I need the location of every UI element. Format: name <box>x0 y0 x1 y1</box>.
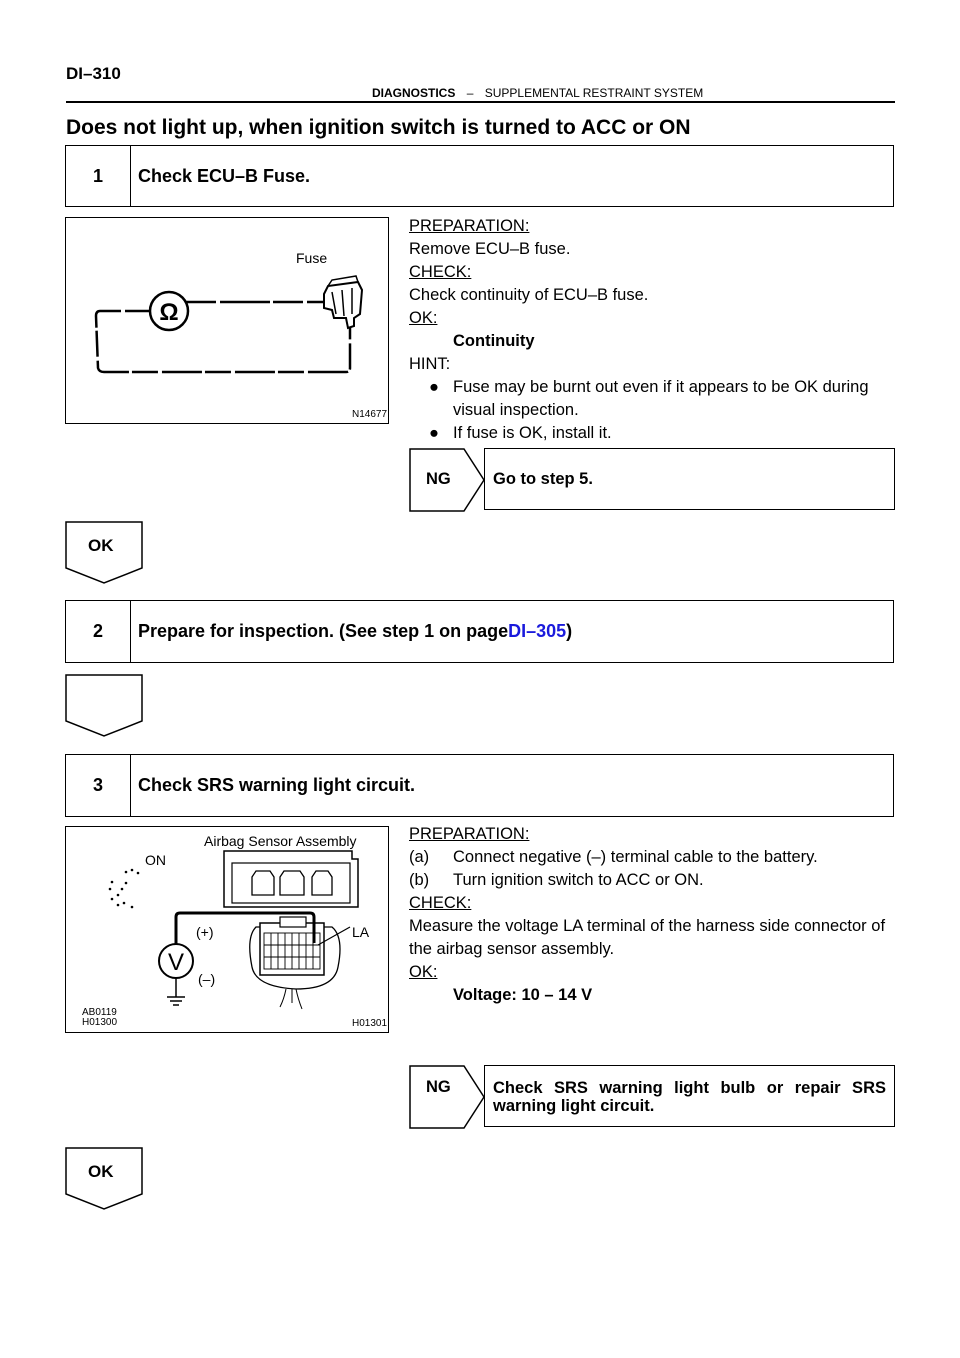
step-3-instructions <box>409 823 896 1007</box>
step-1-number: 1 <box>66 146 131 206</box>
fuse-figure <box>65 217 389 424</box>
ignition-switch-icon <box>109 869 140 909</box>
check-text: Measure the voltage LA terminal of the harness side connector of the airbag sensor assembly. <box>409 917 886 958</box>
preparation-label: PREPARATION: <box>409 217 530 235</box>
airbag-sensor-assembly-icon <box>224 851 358 907</box>
svg-text:V: V <box>167 949 185 976</box>
ok-label: OK: <box>409 309 438 327</box>
page-title: Does not light up, when ignition switch is turned to ACC or ON <box>66 116 691 139</box>
step-1-title: Check ECU–B Fuse. <box>138 165 311 186</box>
preparation-item: (b) Turn ignition switch to ACC or ON. <box>409 871 704 889</box>
svg-text:Ω: Ω <box>159 299 179 326</box>
step-3-box <box>65 754 894 817</box>
la-terminal-label: LA <box>352 924 370 940</box>
preparation-text: Remove ECU–B fuse. <box>409 240 571 258</box>
ok-label-1: OK <box>88 536 114 555</box>
ng-label-3: NG <box>426 1078 451 1096</box>
ok-label: OK: <box>409 963 438 981</box>
positive-probe-label: (+) <box>196 924 214 940</box>
check-label: CHECK: <box>409 894 472 912</box>
figure-code: N14677 <box>352 409 387 420</box>
on-label: ON <box>145 852 166 868</box>
hint-label: HINT: <box>409 355 451 373</box>
ok-label-3: OK <box>88 1162 114 1181</box>
check-text: Check continuity of ECU–B fuse. <box>409 286 649 304</box>
continue-arrow <box>65 674 144 738</box>
check-label: CHECK: <box>409 263 472 281</box>
step-2-number: 2 <box>66 601 131 662</box>
figure-code-left-2: H01300 <box>82 1017 118 1028</box>
hint-item: ● Fuse may be burnt out even if it appears to be OK during visual inspection. <box>429 378 869 419</box>
ng-label-1: NG <box>426 470 451 488</box>
section-separator: – <box>466 86 474 100</box>
sensor-figure <box>65 826 389 1033</box>
step-2-title: Prepare for inspection. (See step 1 on page DI–305 ) <box>138 621 573 641</box>
page-link-di-305[interactable]: DI–305 <box>508 621 567 641</box>
airbag-sensor-assembly-label: Airbag Sensor Assembly <box>204 833 357 849</box>
ng-arrow-3 <box>409 1065 487 1129</box>
figure-code-right: H01301 <box>352 1018 387 1029</box>
fuse-continuity-diagram <box>66 218 387 422</box>
section-name: DIAGNOSTICS <box>372 86 456 100</box>
header-rule <box>66 101 895 103</box>
fuse-label: Fuse <box>296 250 328 266</box>
step-1-box <box>65 145 894 207</box>
subsection-name: SUPPLEMENTAL RESTRAINT SYSTEM <box>484 86 704 100</box>
ng-result-1: Go to step 5. <box>484 448 895 510</box>
section-header <box>372 86 703 100</box>
harness-connector-icon <box>250 917 340 1009</box>
page-code: DI–310 <box>66 64 121 83</box>
hint-item: ● If fuse is OK, install it. <box>429 424 612 442</box>
preparation-item: (a) Connect negative (–) terminal cable to the battery. <box>409 848 818 866</box>
negative-probe-label: (–) <box>198 971 216 987</box>
step-3-number: 3 <box>66 755 131 816</box>
fuse-icon <box>324 276 362 328</box>
voltage-measurement-diagram <box>66 827 387 1031</box>
step-3-title: Check SRS warning light circuit. <box>138 775 416 795</box>
figure-code-left-1: AB0119 <box>82 1007 117 1018</box>
ng-result-3: Check SRS warning light bulb or repair SRS warning light circuit. <box>484 1065 895 1127</box>
ok-text: Continuity <box>453 332 535 350</box>
step-1-instructions <box>409 215 896 445</box>
ok-text: Voltage: 10 – 14 V <box>453 986 593 1004</box>
step-2-box <box>65 600 894 663</box>
preparation-label: PREPARATION: <box>409 825 530 843</box>
